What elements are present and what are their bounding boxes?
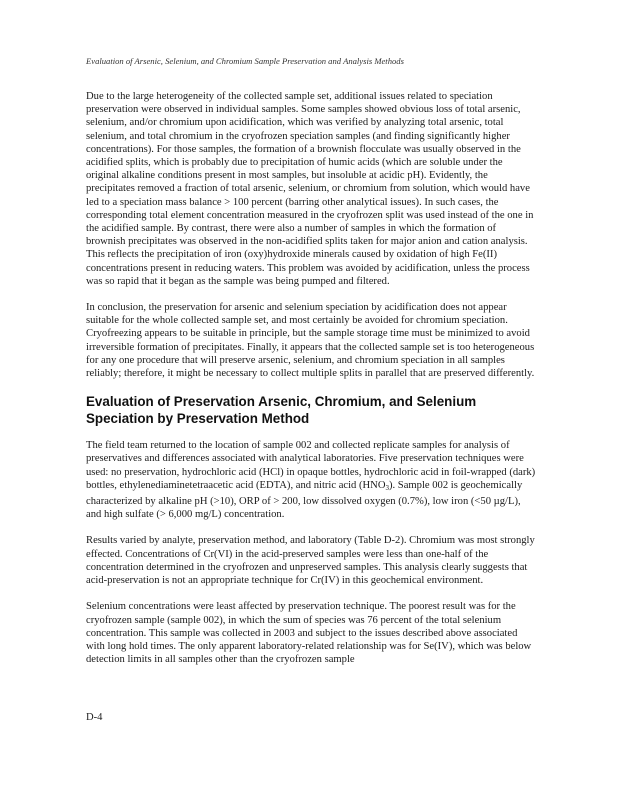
nitric-acid-subscript: 3: [385, 483, 389, 492]
field-team-text-1: The field team returned to the location of sample 002 and collected replicate samples for analysis of preservatives and differences associated with analytical laboratories. Five preservation techniques were used: no preservation, hydrochloric acid (HCl) in opaque bottles, hydrochloric acid in foil-wrapped (dark) bottles, ethylenediaminetetraacetic acid (EDTA), and nitric acid (HNO: [86, 440, 536, 491]
page-number: D-4: [86, 712, 103, 723]
paragraph-conclusion: In conclusion, the preservation for arsenic and selenium speciation by acidification does not appear suitable for the whole collected sample set, and most certainly be avoided for chromium speciation. Cryofreezing appears to be suitable in principle, but the sample storage time must be minimized to avoid irreversible formation of precipitates. Finally, it appears that the collected sample set is too heterogeneous for any one procedure that will preserve arsenic, selenium, and chromium speciation in all samples reliably; therefore, it might be necessary to collect multiple splits in parallel that are preserved differently.: [86, 302, 535, 380]
paragraph-results: Results varied by analyte, preservation method, and laboratory (Table D-2). Chromium was most strongly effected. Concentrations of Cr(VI) in the acid-preserved samples were less than one-half of the concentration determined in the cryofrozen and unpreserved samples. This analysis clearly suggests that acid-preservation is not an appropriate technique for Cr(IV) in this geochemical environment.: [86, 535, 535, 587]
paragraph-field-team: [86, 439, 538, 521]
paragraph-speciation-issues: Due to the large heterogeneity of the collected sample set, additional issues related to speciation preservation were observed in individual samples. Some samples showed obvious loss of total arsenic, selenium, and/or chromium upon acidification, which was verified by analyzing total arsenic, total selenium, and total chromium in the cryofrozen speciation samples (and finding significantly higher concentrations). For those samples, the formation of a brownish flocculate was usually observed in the acidified splits, which is probably due to precipitation of humic acids (which are soluble under the original alkaline conditions present in most samples, but insoluble at acidic pH). Evidently, the precipitates removed a fraction of total arsenic, selenium, or chromium from solution, which would have led to a speciation mass balance > 100 percent (barring other analytical issues). In such cases, the corresponding total element concentration measured in the cryofrozen split was used instead of the one in the acidified sample. By contrast, there were also a number of samples in which the formation of brownish precipitates was observed in the non-acidified splits taken for major anion and cation analysis. This reflects the precipitation of iron (oxy)hydroxide minerals caused by oxidation of high Fe(II) concentrations present in reducing waters. This problem was avoided by acidification, unless the process was so rapid that it began as the sample was being pumped and filtered.: [86, 91, 534, 287]
running-header: Evaluation of Arsenic, Selenium, and Chromium Sample Preservation and Analysis Methods: [86, 56, 404, 66]
section-heading: Evaluation of Preservation Arsenic, Chromium, and Selenium Speciation by Preservation Method: [86, 394, 477, 427]
paragraph-selenium: Selenium concentrations were least affected by preservation technique. The poorest result was for the cryofrozen sample (sample 002), in which the sum of species was 76 percent of the total selenium concentration. This sample was collected in 2003 and subject to the issues described above associated with long hold times. The only apparent laboratory-related relationship was for Se(IV), which was below detection limits in all samples other than the cryofrozen sample: [86, 601, 532, 666]
field-team-text-2: ). Sample 002 is geochemically characterized by alkaline pH (>10), ORP of > 200, low dissolved oxygen (0.7%), low iron (<50 µg/L), and high sulfate (> 6,000 mg/L) concentration.: [86, 479, 523, 521]
body-text: [86, 90, 538, 679]
